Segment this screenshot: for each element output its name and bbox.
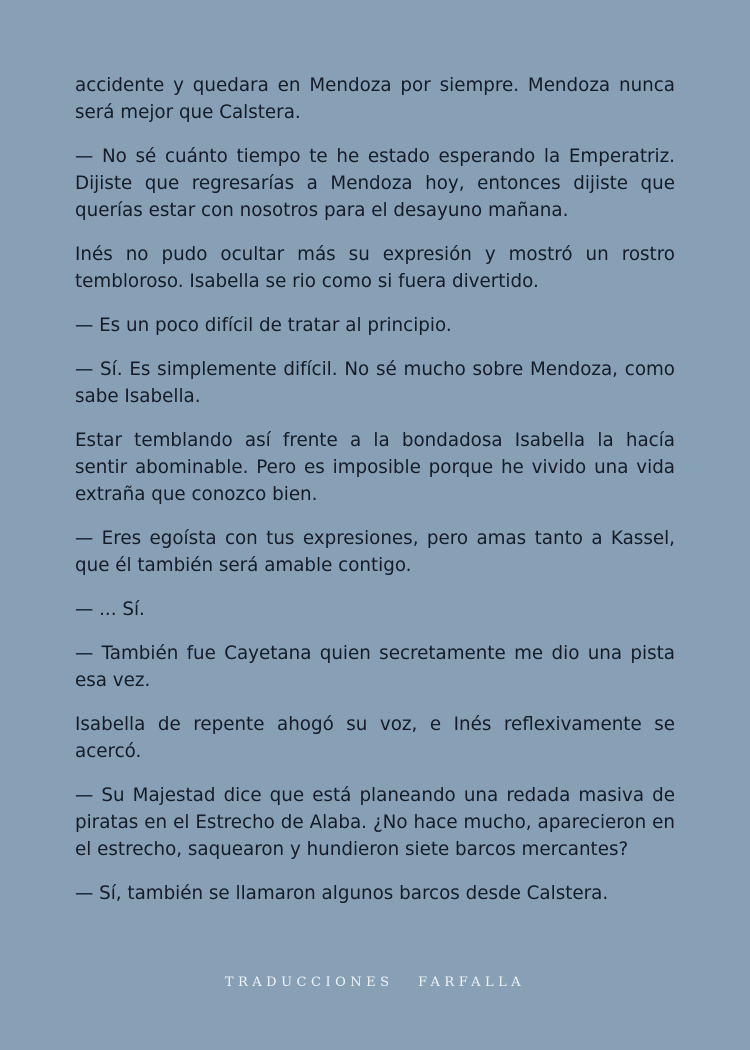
- footer-word: FARFALLA: [418, 975, 526, 990]
- paragraph: Estar temblando así frente a la bondadosa Isabella la hacía sentir abominable. Pero es imposible porque he vivido una vida extraña que conozco bien.: [75, 430, 675, 505]
- paragraph: — ... Sí.: [75, 599, 145, 620]
- paragraph: — Sí. Es simplemente difícil. No sé mucho sobre Mendoza, como sabe Isabella.: [75, 359, 675, 407]
- page-body: [75, 72, 675, 924]
- paragraph: — También fue Cayetana quien secretamente me dio una pista esa vez.: [75, 643, 675, 691]
- paragraph: — Eres egoísta con tus expresiones, pero amas tanto a Kassel, que él también será amable contigo.: [75, 528, 675, 576]
- footer-word: TRADUCCIONES: [224, 975, 394, 990]
- paragraph: — Sí, también se llamaron algunos barcos desde Calstera.: [75, 883, 609, 904]
- paragraph: Isabella de repente ahogó su voz, e Inés reflexivamente se acercó.: [75, 714, 675, 762]
- paragraph: — Su Majestad dice que está planeando una redada masiva de piratas en el Estrecho de Alaba. ¿No hace mucho, aparecieron en el estrecho, saquearon y hundieron siete barcos mercantes?: [75, 785, 675, 860]
- paragraph: Inés no pudo ocultar más su expresión y mostró un rostro tembloroso. Isabella se rio como si fuera divertido.: [75, 244, 675, 292]
- paragraph: — Es un poco difícil de tratar al principio.: [75, 315, 452, 336]
- paragraph: — No sé cuánto tiempo te he estado esperando la Emperatriz. Dijiste que regresarías a Mendoza hoy, entonces dijiste que querías estar con nosotros para el desayuno mañana.: [75, 146, 675, 221]
- paragraph: accidente y quedara en Mendoza por siempre. Mendoza nunca será mejor que Calstera.: [75, 75, 675, 123]
- footer-credit: [0, 975, 750, 990]
